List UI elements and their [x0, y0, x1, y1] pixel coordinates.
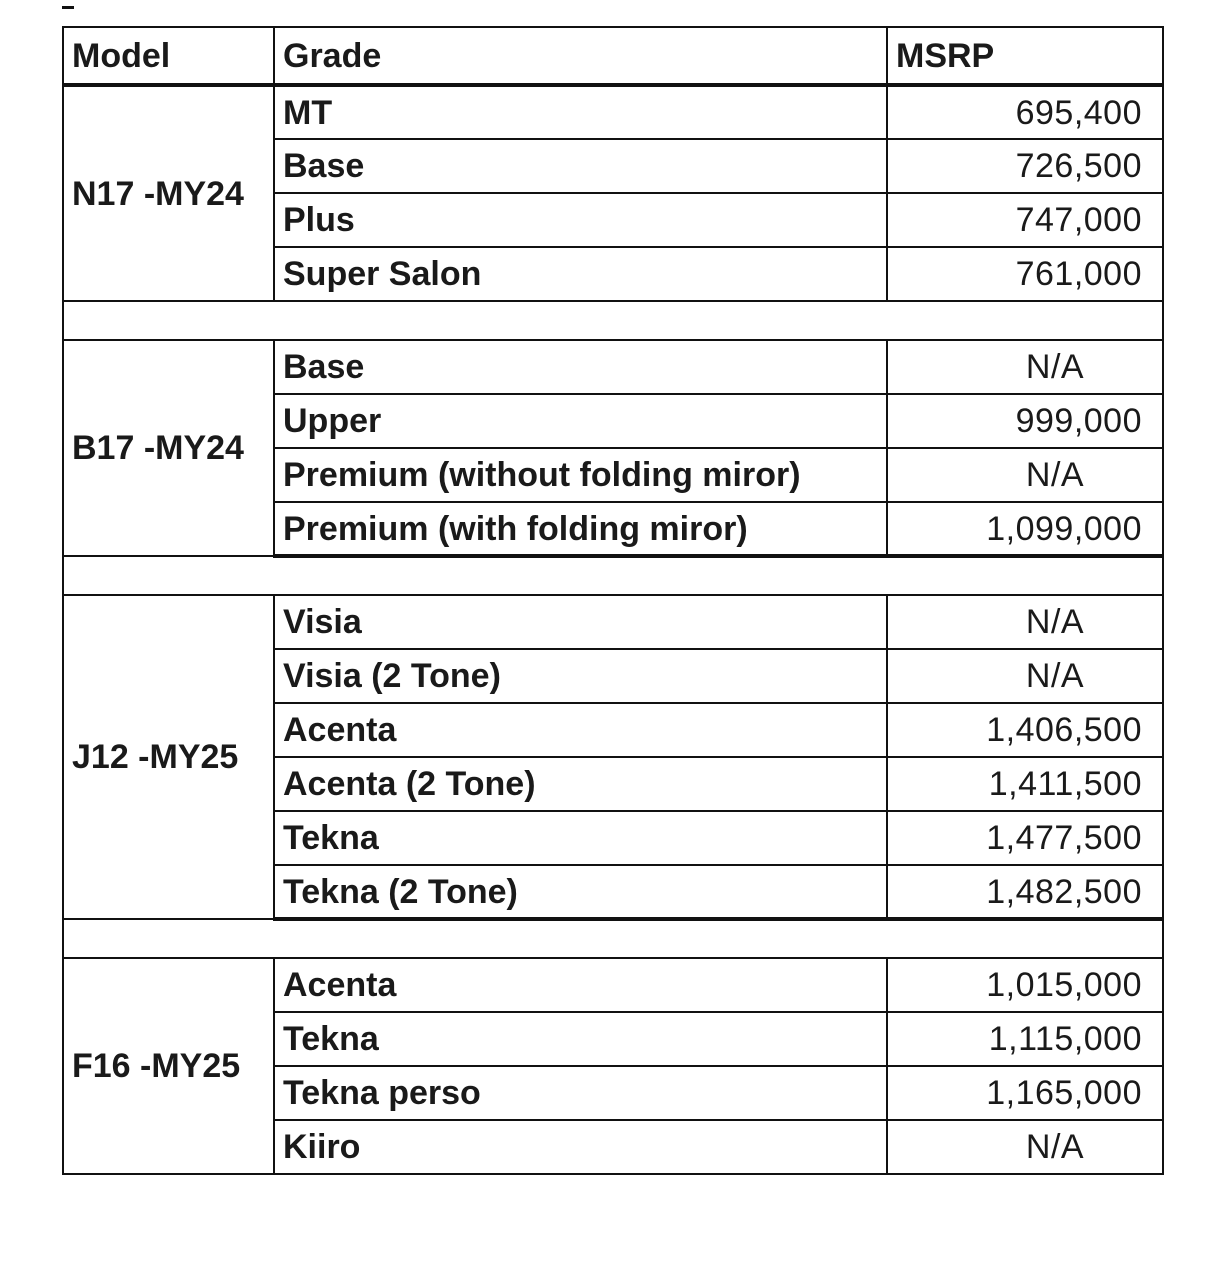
msrp-cell: 726,500 — [887, 139, 1163, 193]
corner-mark — [62, 6, 74, 9]
msrp-cell: 1,482,500 — [887, 865, 1163, 919]
msrp-cell: 695,400 — [887, 85, 1163, 139]
grade-cell: Tekna perso — [274, 1066, 887, 1120]
msrp-cell: 999,000 — [887, 394, 1163, 448]
grade-cell: Premium (with folding miror) — [274, 502, 887, 556]
grade-cell: Acenta — [274, 703, 887, 757]
header-model: Model — [63, 27, 274, 85]
msrp-cell: 1,115,000 — [887, 1012, 1163, 1066]
grade-cell: Visia — [274, 595, 887, 649]
msrp-table — [62, 26, 1164, 1175]
table-row — [63, 340, 1163, 394]
table-row — [63, 958, 1163, 1012]
msrp-cell: N/A — [887, 1120, 1163, 1174]
header-row — [63, 27, 1163, 85]
grade-cell: Base — [274, 139, 887, 193]
msrp-cell: 1,406,500 — [887, 703, 1163, 757]
grade-cell: Upper — [274, 394, 887, 448]
grade-cell: Tekna (2 Tone) — [274, 865, 887, 919]
table-row — [63, 85, 1163, 139]
msrp-cell: 747,000 — [887, 193, 1163, 247]
msrp-cell: N/A — [887, 340, 1163, 394]
msrp-cell: N/A — [887, 595, 1163, 649]
grade-cell: Plus — [274, 193, 887, 247]
grade-cell: Visia (2 Tone) — [274, 649, 887, 703]
spacer-cell — [63, 919, 1163, 958]
msrp-cell: N/A — [887, 649, 1163, 703]
table-row — [63, 595, 1163, 649]
spacer-cell — [63, 301, 1163, 340]
grade-cell: Super Salon — [274, 247, 887, 301]
grade-cell: Tekna — [274, 1012, 887, 1066]
msrp-cell: 1,411,500 — [887, 757, 1163, 811]
msrp-cell: N/A — [887, 448, 1163, 502]
spacer-cell — [63, 556, 1163, 595]
msrp-cell: 1,477,500 — [887, 811, 1163, 865]
grade-cell: Tekna — [274, 811, 887, 865]
msrp-cell: 1,015,000 — [887, 958, 1163, 1012]
model-cell: F16 -MY25 — [63, 958, 274, 1174]
grade-cell: Kiiro — [274, 1120, 887, 1174]
msrp-cell: 1,099,000 — [887, 502, 1163, 556]
model-cell: N17 -MY24 — [63, 85, 274, 301]
header-msrp: MSRP — [887, 27, 1163, 85]
model-cell: J12 -MY25 — [63, 595, 274, 919]
msrp-cell: 1,165,000 — [887, 1066, 1163, 1120]
table-body — [63, 85, 1163, 1174]
grade-cell: Acenta (2 Tone) — [274, 757, 887, 811]
msrp-cell: 761,000 — [887, 247, 1163, 301]
header-grade: Grade — [274, 27, 887, 85]
spacer-row — [63, 556, 1163, 595]
model-cell: B17 -MY24 — [63, 340, 274, 556]
grade-cell: Acenta — [274, 958, 887, 1012]
grade-cell: Base — [274, 340, 887, 394]
grade-cell: MT — [274, 85, 887, 139]
spacer-row — [63, 919, 1163, 958]
grade-cell: Premium (without folding miror) — [274, 448, 887, 502]
spacer-row — [63, 301, 1163, 340]
